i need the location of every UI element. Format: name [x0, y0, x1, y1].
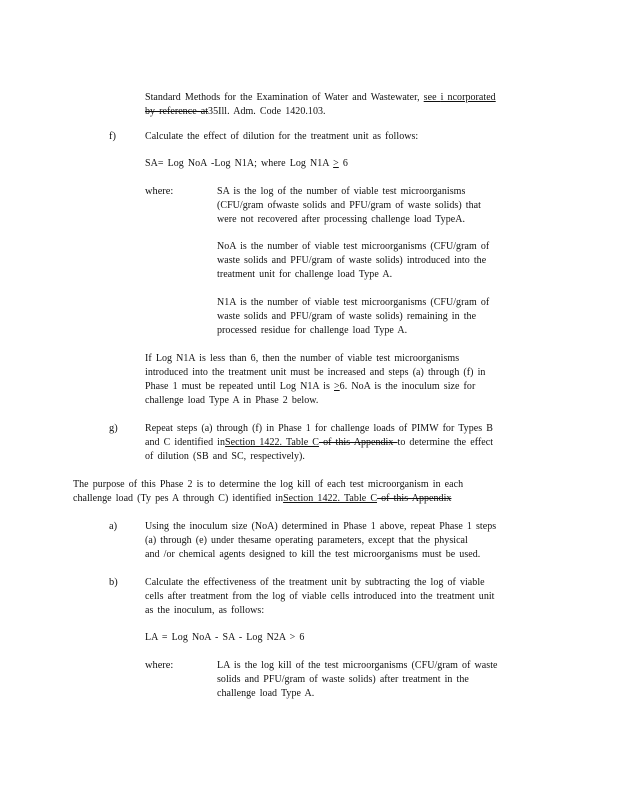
reference-text: Standard Methods for the Examination of Water and Wastewater, [145, 92, 424, 103]
g-text: and C identified in [145, 437, 226, 448]
where-label: where: [145, 186, 174, 197]
deleted-text: of this Appendix [319, 437, 398, 448]
deleted-text: i ncorporated [440, 92, 496, 103]
ge-symbol: > [334, 381, 340, 392]
def-la-2: solids and PFU/gram of waste solids) after treatment in the [217, 674, 469, 685]
note-text: Phase 1 must be repeated until Log N1A is [145, 381, 334, 392]
def-noa-3: treatment unit for challenge load Type A. [217, 269, 393, 280]
g-line-2 [145, 435, 493, 450]
def-la-1: LA is the log kill of the test microorganisms (CFU/gram of waste [217, 660, 498, 671]
item-label-g: g) [109, 423, 118, 434]
phase2-line-2 [73, 491, 451, 506]
reference-line-1 [145, 90, 496, 105]
reference-line-2 [145, 104, 326, 119]
inserted-text: Section 1422. Table C [283, 493, 378, 504]
f-formula [145, 156, 348, 171]
def-n1a-2: waste solids and PFU/gram of waste solids) remaining in the [217, 311, 477, 322]
f-note-4: challenge load Type A in Phase 2 below. [145, 395, 319, 406]
item-label-a: a) [109, 521, 118, 532]
a-line-2: (a) through (e) under thesame operating parameters, except that the physical [145, 535, 468, 546]
def-n1a-1: N1A is the number of viable test microorganisms (CFU/gram of [217, 297, 490, 308]
g-line-1: Repeat steps (a) through (f) in Phase 1 for challenge loads of PIMW for Types B [145, 423, 493, 434]
def-sa-2: (CFU/gram ofwaste solids and PFU/gram of waste solids) that [217, 200, 481, 211]
def-noa-2: waste solids and PFU/gram of waste solids) introduced into the [217, 255, 487, 266]
where-label-b: where: [145, 660, 174, 671]
def-la-3: challenge load Type A. [217, 688, 315, 699]
deleted-text: of this Appendix [377, 493, 452, 504]
a-line-1: Using the inoculum size (NoA) determined in Phase 1 above, repeat Phase 1 steps [145, 521, 497, 532]
b-formula: LA = Log NoA - SA - Log N2A > 6 [145, 632, 305, 643]
b-line-1: Calculate the effectiveness of the treatment unit by subtracting the log of viable [145, 577, 485, 588]
inserted-text: Section 1422. Table C [225, 437, 319, 448]
def-sa-1: SA is the log of the number of viable test microorganisms [217, 186, 466, 197]
item-label-f: f) [109, 131, 116, 142]
f-note-2: introduced into the treatment unit must be increased and steps (a) through (f) in [145, 367, 486, 378]
f-intro: Calculate the effect of dilution for the treatment unit as follows: [145, 131, 419, 142]
g-line-3: of dilution (SB and SC, respectively). [145, 451, 305, 462]
formula-text: 6 [338, 158, 348, 169]
deleted-text: by reference at [145, 106, 209, 117]
b-line-3: as the inoculum, as follows: [145, 605, 265, 616]
reference-text: 35Ill. Adm. Code 1420.103. [208, 106, 326, 117]
ge-symbol: > [333, 158, 339, 169]
def-sa-3: were not recovered after processing challenge load TypeA. [217, 214, 466, 225]
f-note-3 [145, 379, 475, 394]
phase2-line-1: The purpose of this Phase 2 is to determine the log kill of each test microorganism in each [73, 479, 464, 490]
item-label-b: b) [109, 577, 118, 588]
def-noa-1: NoA is the number of viable test microorganisms (CFU/gram of [217, 241, 490, 252]
inserted-text: see [423, 92, 441, 103]
formula-text: SA= Log NoA -Log N1A; where Log N1A [145, 158, 334, 169]
phase2-text: challenge load (Ty pes A through C) identified in [73, 493, 284, 504]
f-note-1: If Log N1A is less than 6, then the number of viable test microorganisms [145, 353, 460, 364]
def-n1a-3: processed residue for challenge load Type A. [217, 325, 408, 336]
b-line-2: cells after treatment from the log of viable cells introduced into the treatment unit [145, 591, 495, 602]
a-line-3: and /or chemical agents designed to kill the test microorganisms must be used. [145, 549, 481, 560]
g-text: to determine the effect [397, 437, 494, 448]
note-text: 6. NoA is the inoculum size for [339, 381, 476, 392]
